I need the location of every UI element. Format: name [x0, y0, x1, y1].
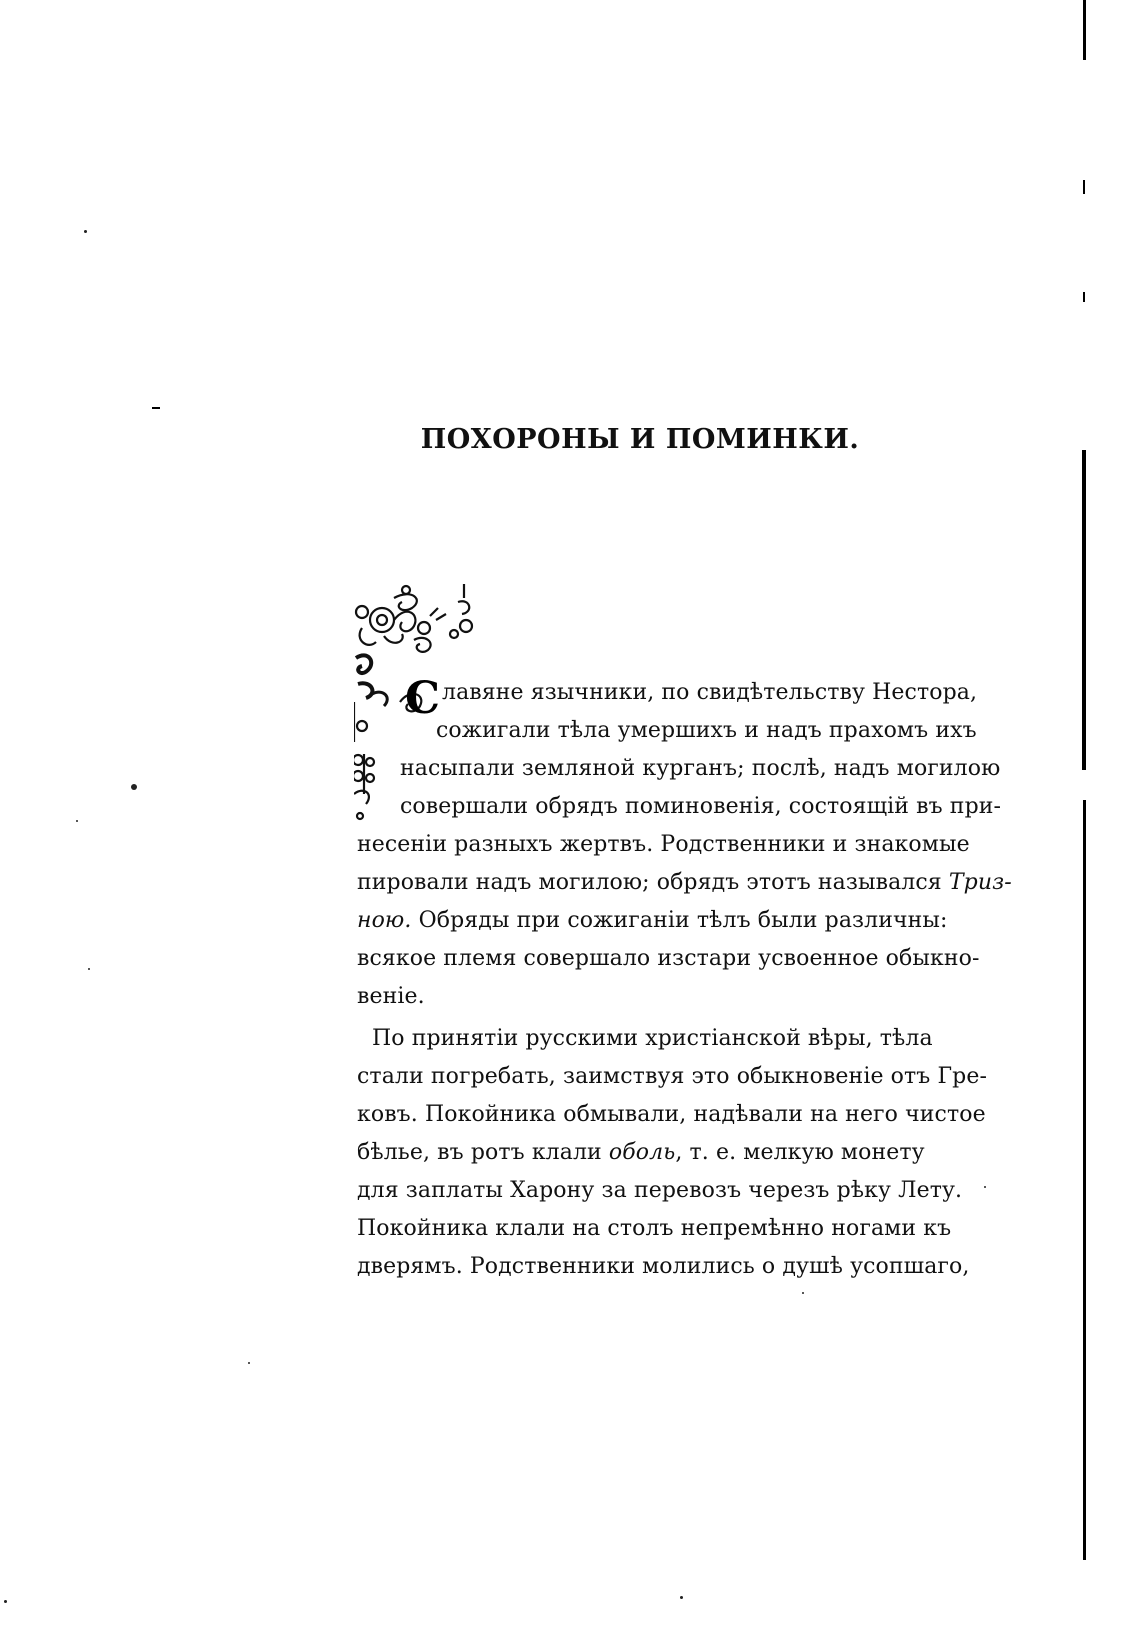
text-line: ною. Обряды при сожиганіи тѣлъ были различны:: [357, 908, 948, 933]
text-line: пировали надъ могилою; обрядъ этотъ назывался Триз-: [357, 870, 1012, 895]
text-line: дверямъ. Родственники молились о душѣ усопшаго,: [357, 1254, 970, 1279]
scan-speck: [131, 784, 137, 790]
text-line: совершали обрядъ поминовенія, состоящій въ при-: [400, 794, 1002, 819]
text-line: для заплаты Харону за перевозъ черезъ рѣку Лету.: [357, 1178, 963, 1203]
text-line: веніе.: [357, 984, 425, 1009]
scan-speck: [248, 1362, 250, 1364]
scan-edge-mark: [1083, 292, 1085, 302]
drop-cap-letter: С: [405, 673, 441, 724]
scan-speck: [76, 820, 78, 822]
scan-edge-mark: [1083, 0, 1086, 60]
scan-speck: [84, 230, 87, 233]
scan-speck: [4, 1600, 7, 1603]
text-line: насыпали земляной курганъ; послѣ, надъ могилою: [400, 756, 1001, 781]
italic-term: ною.: [357, 908, 412, 933]
scan-edge-mark: [1083, 800, 1086, 1560]
text-line: стали погребать, заимствуя это обыкновеніе отъ Гре-: [357, 1064, 987, 1089]
scan-speck: [802, 1292, 804, 1294]
text-line: всякое племя совершало изстари усвоенное обыкно-: [357, 946, 980, 971]
scan-edge-mark: [1083, 180, 1085, 194]
text-line: По принятіи русскими христіанской вѣры, тѣла: [372, 1026, 933, 1051]
text-line: ковъ. Покойника обмывали, надѣвали на него чистое: [357, 1102, 986, 1127]
scan-speck: [88, 968, 90, 970]
text-line: Покойника клали на столъ непремѣнно ногами къ: [357, 1216, 952, 1241]
scan-speck: [984, 1186, 986, 1188]
text-line: бѣлье, въ ротъ клали оболь, т. е. мелкую монету: [357, 1140, 925, 1165]
italic-term: Триз-: [948, 870, 1012, 895]
text-line: лавяне язычники, по свидѣтельству Нестора,: [442, 680, 978, 705]
italic-term: оболь: [608, 1140, 676, 1165]
scan-speck: [680, 1596, 683, 1599]
scan-speck: [152, 407, 160, 409]
scan-edge-mark: [1082, 450, 1086, 770]
text-line: сожигали тѣла умершихъ и надъ прахомъ ихъ: [436, 718, 977, 743]
text-line: несеніи разныхъ жертвъ. Родственники и знакомые: [357, 832, 970, 857]
chapter-title: ПОХОРОНЫ И ПОМИНКИ.: [420, 424, 860, 455]
